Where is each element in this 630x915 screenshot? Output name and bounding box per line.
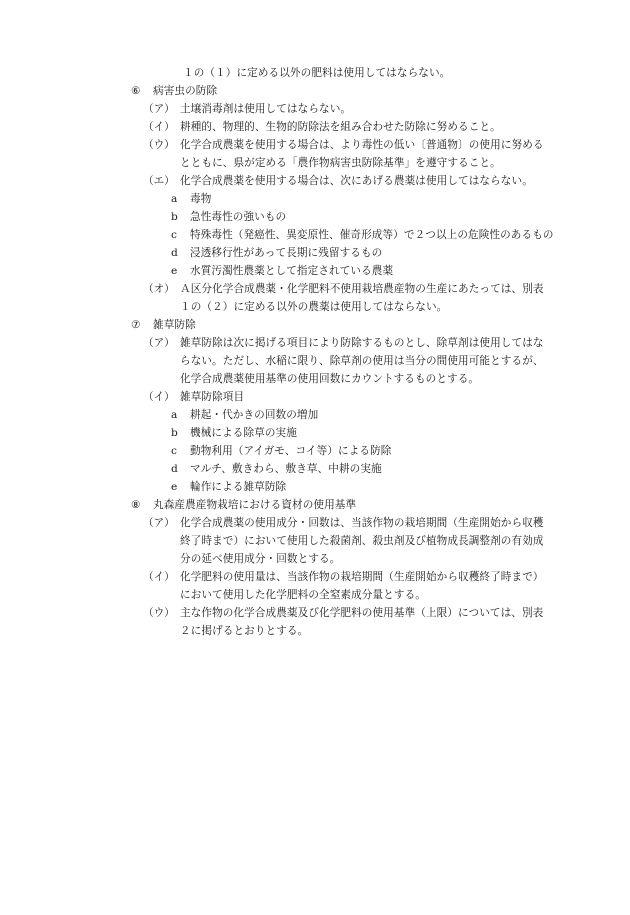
item-marker: （ア） xyxy=(143,517,175,529)
subitem-marker: e xyxy=(171,265,178,277)
item-text: 化学合成農薬の使用成分・回数は、当該作物の栽培期間（生産開始から収穫 xyxy=(180,517,544,529)
item-marker: （ア） xyxy=(143,337,175,349)
item-text-continuation: １の（２）に定める以外の農薬は使用してはならない。 xyxy=(180,301,448,313)
subitem-text: 動物利用（アイガモ、コイ等）による防除 xyxy=(190,445,392,457)
item-marker: （エ） xyxy=(143,175,175,187)
item-text: 耕種的、物理的、生物的防除法を組み合わせた防除に努めること。 xyxy=(180,121,501,133)
item-text-continuation: 分の延べ使用成分・回数とする。 xyxy=(180,553,341,565)
item-marker: （オ） xyxy=(143,283,175,295)
subitem-text: 浸透移行性があって長期に残留するもの xyxy=(190,247,383,259)
subitem-text: 急性毒性の強いもの xyxy=(190,211,287,223)
item-marker: （イ） xyxy=(143,571,175,583)
item-text-continuation: とともに、県が定める「農作物病害虫防除基準」を遵守すること。 xyxy=(180,157,501,169)
item-text: 化学合成農薬を使用する場合は、次にあげる農薬は使用してはならない。 xyxy=(180,175,533,187)
item-marker: （イ） xyxy=(143,391,175,403)
section-heading-pest-control: 病害虫の防除 xyxy=(153,85,218,97)
item-text-continuation: 終了時まで）において使用した殺菌剤、殺虫剤及び植物成長調整剤の有効成 xyxy=(180,535,544,547)
item-text: 主な作物の化学合成農薬及び化学肥料の使用基準（上限）については、別表 xyxy=(180,607,544,619)
subitem-text: 水質汚濁性農薬として指定されている農薬 xyxy=(190,265,394,277)
item-text: 雑草防除項目 xyxy=(180,391,245,403)
subitem-marker: b xyxy=(171,211,178,223)
section-marker-6: ⑥ xyxy=(131,85,141,97)
item-text-continuation: において使用した化学肥料の全窒素成分量とする。 xyxy=(180,589,426,601)
item-marker: （ア） xyxy=(143,103,175,115)
subitem-marker: d xyxy=(171,463,178,475)
item-text: 化学合成農薬を使用する場合は、より毒性の低い〔普通物〕の使用に努める xyxy=(180,139,544,151)
continuation-line: １の（１）に定める以外の肥料は使用してはならない。 xyxy=(183,67,451,79)
item-text-continuation: ２に掲げるとおりとする。 xyxy=(180,625,309,637)
section-marker-8: ⑧ xyxy=(131,499,141,511)
section-marker-7: ⑦ xyxy=(131,319,141,331)
item-text: 雑草防除は次に掲げる項目により防除するものとし、除草剤は使用してはな xyxy=(180,337,544,349)
item-marker: （イ） xyxy=(143,121,175,133)
subitem-marker: e xyxy=(171,481,178,493)
item-text: 化学肥料の使用量は、当該作物の栽培期間（生産開始から収穫終了時まで） xyxy=(180,571,544,583)
subitem-marker: c xyxy=(171,229,177,241)
item-marker: （ウ） xyxy=(143,607,175,619)
subitem-text: マルチ、敷きわら、敷き草、中耕の実施 xyxy=(190,463,382,475)
subitem-marker: a xyxy=(171,409,178,421)
subitem-text: 輪作による雑草防除 xyxy=(190,481,287,493)
section-heading-material-standards: 丸森産農産物栽培における資材の使用基準 xyxy=(153,499,357,511)
subitem-marker: b xyxy=(171,427,178,439)
item-text-continuation: 化学合成農薬使用基準の使用回数にカウントするものとする。 xyxy=(180,373,480,385)
subitem-marker: c xyxy=(171,445,177,457)
subitem-marker: a xyxy=(171,193,178,205)
subitem-text: 耕起・代かきの回数の増加 xyxy=(190,409,319,421)
subitem-text: 特殊毒性（発癌性、異変原性、催奇形成等）で２つ以上の危険性のあるもの xyxy=(190,229,554,241)
item-text: 土壌消毒剤は使用してはならない。 xyxy=(180,103,352,115)
subitem-text: 毒物 xyxy=(190,193,212,205)
subitem-marker: d xyxy=(171,247,178,259)
section-heading-weed-control: 雑草防除 xyxy=(153,319,196,331)
item-text: Ａ区分化学合成農薬・化学肥料不使用栽培農産物の生産にあたっては、別表 xyxy=(180,283,544,295)
subitem-text: 機械による除草の実施 xyxy=(190,427,297,439)
item-marker: （ウ） xyxy=(143,139,175,151)
item-text-continuation: らない。ただし、水稲に限り、除草剤の使用は当分の間使用可能とするが、 xyxy=(180,355,544,367)
